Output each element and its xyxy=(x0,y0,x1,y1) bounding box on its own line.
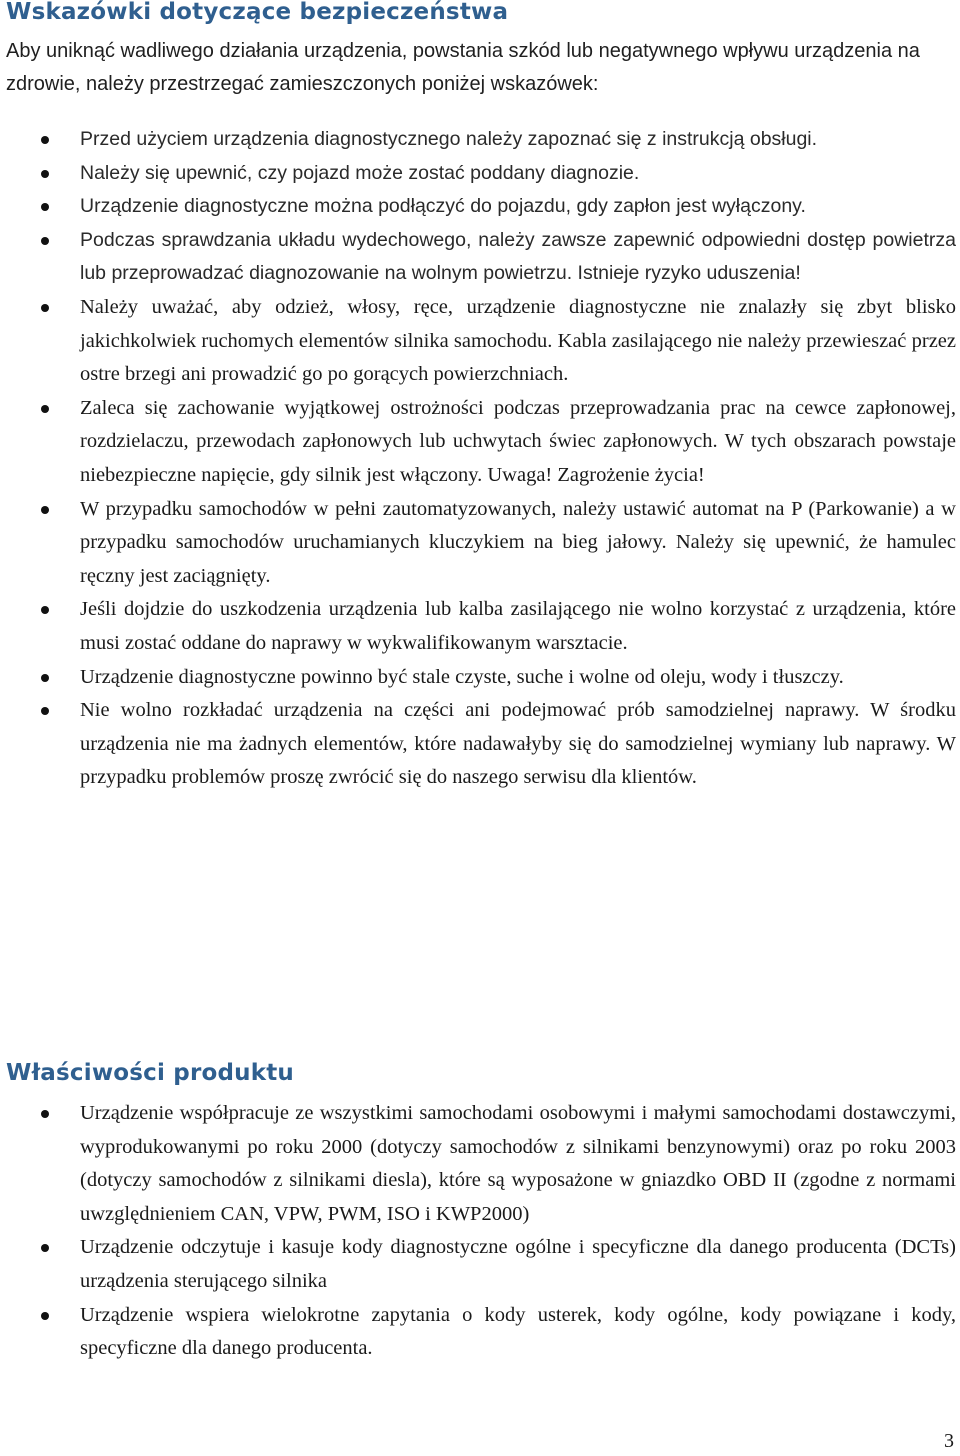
safety-item-text: Należy uważać, aby odzież, włosy, ręce, urządzenie diagnostyczne nie znalazły się zbyt blisko jakichkolwiek ruchomych elementów silnika samochodu. Kabla zasilającego nie należy przewieszać przez ostre brzegi ani prowadzić go po gorących powierzchniach. xyxy=(80,295,956,386)
bullet-icon xyxy=(41,1244,49,1252)
feature-item-text: Urządzenie współpracuje ze wszystkimi samochodami osobowymi i małymi samochodami dostawczymi, wyprodukowanymi po roku 2000 (dotyczy samochodów z silnikami benzynowymi) oraz po roku 2003 (dotyczy samochodów z silnikami diesla), które są wyposażone w gniazdko OBD II (zgodne z normami uwzględnieniem CAN, VPW, PWM, ISO i KWP2000) xyxy=(80,1102,956,1225)
safety-list-item xyxy=(0,493,960,594)
bullet-icon xyxy=(41,405,49,413)
safety-list-item xyxy=(0,392,960,493)
bullet-icon xyxy=(41,237,49,245)
safety-item-text: Należy się upewnić, czy pojazd może zostać poddany diagnozie. xyxy=(80,161,640,184)
safety-item-text: Przed użyciem urządzenia diagnostycznego należy zapoznać się z instrukcją obsługi. xyxy=(80,128,818,150)
safety-list-item xyxy=(0,224,960,291)
safety-list-item xyxy=(0,190,960,224)
bullet-icon xyxy=(41,170,49,178)
safety-intro-paragraph: Aby uniknąć wadliwego działania urządzenia, powstania szkód lub negatywnego wpływu urządzenia na zdrowie, należy przestrzegać zamieszczonych poniżej wskazówek: xyxy=(6,40,920,95)
safety-item-text: Podczas sprawdzania układu wydechowego, należy zawsze zapewnić odpowiedni dostęp powietrza lub przeprowadzać diagnozowanie na wolnym powietrzu. Istnieje ryzyko uduszenia! xyxy=(80,228,956,285)
bullet-icon xyxy=(41,606,49,614)
safety-item-text: W przypadku samochodów w pełni zautomatyzowanych, należy ustawić automat na P (Parkowanie) a w przypadku samochodów uruchamianych kluczykiem na bieg jałowy. Należy się upewnić, że hamulec ręczny jest zaciągnięty. xyxy=(80,497,956,587)
bullet-icon xyxy=(41,707,49,715)
bullet-icon xyxy=(41,136,49,144)
bullet-icon xyxy=(41,674,49,682)
safety-list-item xyxy=(0,694,960,795)
safety-list-item xyxy=(0,661,960,695)
bullet-icon xyxy=(41,1312,49,1320)
feature-item-text: Urządzenie odczytuje i kasuje kody diagnostyczne ogólne i specyficzne dla danego producenta (DCTs) urządzenia sterującego silnika xyxy=(80,1236,956,1292)
safety-item-text: Nie wolno rozkładać urządzenia na części ani podejmować prób samodzielnej naprawy. W środku urządzenia nie ma żadnych elementów, które nadawałyby się do samodzielnej wymiany lub naprawy. W przypadku problemów proszę zwrócić się do naszego serwisu dla klientów. xyxy=(80,699,956,789)
safety-list-item xyxy=(0,593,960,660)
feature-item-text: Urządzenie wspiera wielokrotne zapytania o kody usterek, kody ogólne, kody powiązane i kody, specyficzne dla danego producenta. xyxy=(80,1303,956,1360)
safety-instructions-list xyxy=(0,123,960,795)
safety-list-item xyxy=(0,123,960,157)
bullet-icon xyxy=(41,1110,49,1118)
product-features-list xyxy=(0,1097,960,1366)
safety-item-text: Zaleca się zachowanie wyjątkowej ostrożności podczas przeprowadzania prac na cewce zapłonowej, rozdzielaczu, przewodach zapłonowych lub uchwytach świec zapłonowych. W tych obszarach powstaje niebezpieczne napięcie, gdy silnik jest włączony. Uwaga! Zagrożenie życia! xyxy=(80,396,956,486)
bullet-icon xyxy=(41,304,49,312)
safety-list-item xyxy=(0,291,960,392)
safety-item-text: Urządzenie diagnostyczne powinno być stale czyste, suche i wolne od oleju, wody i tłuszczy. xyxy=(80,665,844,688)
section-title-features: Właściwości produktu xyxy=(6,1060,295,1086)
feature-list-item xyxy=(0,1299,960,1366)
bullet-icon xyxy=(41,203,49,211)
section-title-safety: Wskazówki dotyczące bezpieczeństwa xyxy=(6,0,509,25)
page-number: 3 xyxy=(944,1430,954,1452)
safety-item-text: Jeśli dojdzie do uszkodzenia urządzenia lub kalba zasilającego nie wolno korzystać z urządzenia, które musi zostać oddane do naprawy w wykwalifikowanym warsztacie. xyxy=(80,598,956,654)
feature-list-item xyxy=(0,1097,960,1231)
feature-list-item xyxy=(0,1231,960,1298)
safety-list-item xyxy=(0,157,960,191)
bullet-icon xyxy=(41,506,49,514)
safety-item-text: Urządzenie diagnostyczne można podłączyć do pojazdu, gdy zapłon jest wyłączony. xyxy=(80,195,806,218)
